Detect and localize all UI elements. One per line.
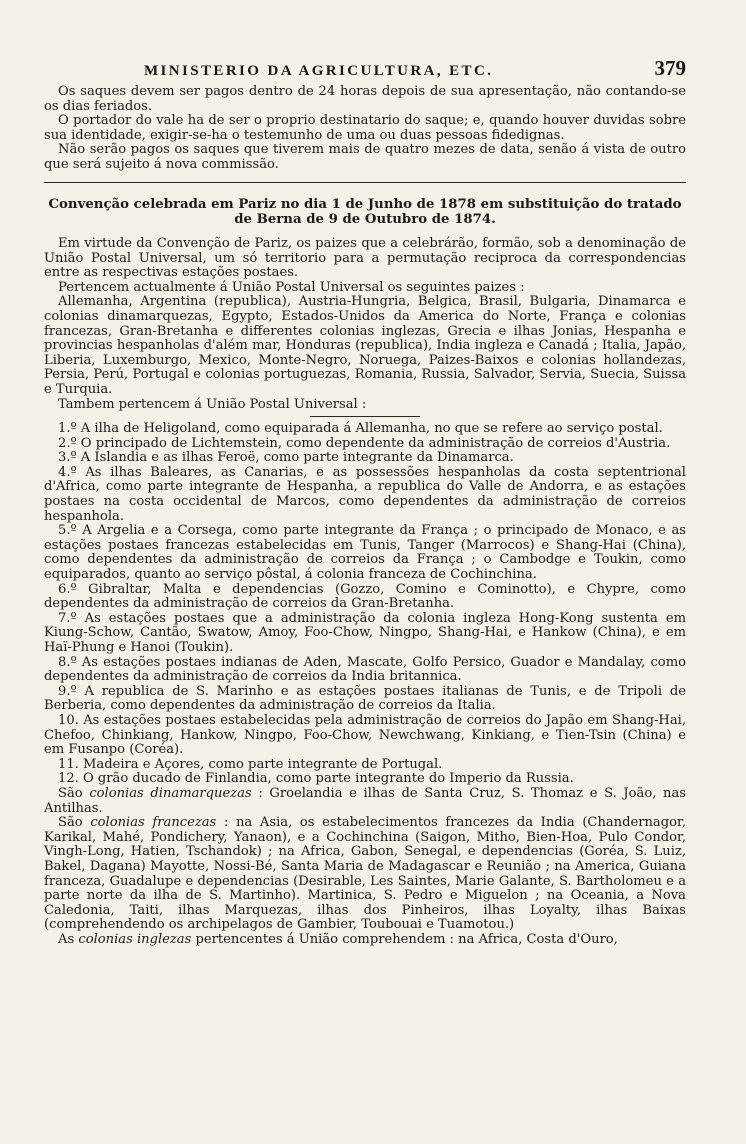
list-item: 11. Madeira e Açores, como parte integrante de Portugal. [58, 756, 443, 772]
short-divider [310, 416, 420, 417]
english-colonies-label: colonias inglezas [78, 931, 192, 947]
english-pre: As [58, 931, 75, 947]
intro-paragraph: Os saques devem ser pagos dentro de 24 horas depois de sua apresentação, não contando-se os dias feriados. [44, 84, 686, 114]
page-number: 379 [654, 56, 686, 80]
list-item: 7.º As estações postaes que a administração da colonia ingleza Hong-Kong sustenta em Kiung-Schow, Cantão, Swatow, Amoy, Foo-Chow, Ningpo, Shang-Hai, e Hankow (China), e em Haï-Phung e Hanoi (Toukin). [44, 610, 686, 655]
page-header [144, 56, 686, 81]
country-list: Allemanha, Argentina (republica), Austria-Hungria, Belgica, Brasil, Bulgaria, Dinamarca e colonias dinamarquezas, Egypto, Estados-Unidos da America do Norte, França e colonias francezas, Gran-Bretanha e differentes colonias inglezas, Grecia e ilhas Jonias, Hespanha e provincias hespanholas d'além mar, Honduras (republica), India ingleza e Canadá ; Italia, Japão, Liberia, Luxemburgo, Mexico, Monte-Negro, Noruega, Paizes-Baixos e colonias hollandezas, Persia, Perú, Portugal e colonias portuguezas, Romania, Russia, Salvador, Servia, Suecia, Suissa e Turquia. [44, 294, 686, 397]
running-title: MINISTERIO DA AGRICULTURA, ETC. [144, 63, 494, 79]
english-colonies-text: pertencentes á União comprehendem : na Africa, Costa d'Ouro, [195, 931, 618, 947]
list-item: 5.º A Argelia e a Corsega, como parte integrante da França ; o principado de Monaco, e as estações postaes francezas estabelecidas em Tunis, Tanger (Marrocos) e Shang-Hai (China), como dependentes da administração de correios da França ; o Cambodge e Toukin, como equiparados, quanto ao serviço pôstal, á colonia franceza de Cochinchina. [44, 523, 686, 583]
list-item: 1.º A ilha de Heligoland, como equiparada á Allemanha, no que se refere ao serviço postal. [58, 421, 663, 437]
danish-colonies-label: colonias dinamarquezas [89, 785, 252, 801]
list-item: 12. O grão ducado de Finlandia, como parte integrante do Imperio da Russia. [58, 771, 574, 787]
body-paragraph: Em virtude da Convenção de Pariz, os paizes que a celebrárão, formão, sob a denominação de União Postal Universal, um só territorio para a permutação reciproca da correspondencias entre as respectivas estações postaes. [44, 235, 686, 281]
intro-paragraph: Não serão pagos os saques que tiverem mais de quatro mezes de data, senão á vista de outro que será sujeito á nova commissão. [44, 142, 686, 172]
danish-colonies-paragraph [44, 787, 686, 816]
section-divider [44, 182, 686, 183]
french-pre: São [58, 815, 83, 831]
body-paragraph: Pertencem actualmente á União Postal Universal os seguintes paizes : [58, 279, 525, 295]
list-item: 8.º As estações postaes indianas de Aden, Mascate, Golfo Persico, Guador e Mandalay, como dependentes da administração de correios da India britannica. [44, 654, 686, 685]
intro-paragraph: O portador do vale ha de ser o proprio destinatario do saque; e, quando houver duvidas sobre sua identidade, exigir-se-ha o testemunho de uma ou duas pessoas fidedignas. [44, 113, 686, 143]
danish-colonies-text: : Groelandia e ilhas de Santa Cruz, S. Thomaz e S. João, nas Antilhas. [44, 785, 686, 816]
list-item: 10. As estações postaes estabelecidas pela administração de correios do Japão em Shang-Hai, Chefoo, Chinkiang, Hankow, Ningpo, Foo-Chow, Newchwang, Kinkiang, e Tien-Tsin (China) e em Fusanpo (Coréa). [44, 712, 686, 758]
list-item: 3.º A Islandia e as ilhas Feroë, como parte integrante da Dinamarca. [58, 450, 514, 466]
body-paragraph: Tambem pertencem á União Postal Universal : [58, 396, 367, 412]
english-colonies-paragraph [44, 933, 686, 948]
danish-pre: São [58, 785, 83, 801]
french-colonies-text: : na Asia, os estabelecimentos francezes da India (Chandernagor, Karikal, Mahé, Pondichery, Yanaon), e a Cochinchina (Saigon, Mitho, Bien-Hoa, Pulo Condor, Vingh-Long, Hatien, Tschandok) ; na Africa, Gabon, Senegal, e dependencias (Goréa, S. Luiz, Bakel, Dagana) Mayotte, Nossi-Bé, Santa Maria de Madagascar e Reunião ; na America, Guiana franceza, Guadalupe e dependencias (Desirable, Les Saintes, Marie Galante, S. Bartholomeu e a parte norte da ilha de S. Martinho). Martinica, S. Pedro e Miguelon ; na Oceania, a Nova Caledonia, Taiti, ilhas Marquezas, ilhas dos Pinheiros, ilhas Loyalty, ilhas Baixas (comprehendendo os archipelagos de Gambier, Toubouai e Tuamotou.) [44, 815, 686, 933]
list-item: 6.º Gibraltar, Malta e dependencias (Gozzo, Comino e Cominotto), e Chypre, como dependentes da administração de correios da Gran-Bretanha. [44, 581, 686, 612]
french-colonies-paragraph [44, 816, 686, 933]
section-heading: Convenção celebrada em Pariz no dia 1 de Junho de 1878 em substituição do tratado de Berna de 9 de Outubro de 1874. [48, 196, 682, 227]
french-colonies-label: colonias francezas [90, 815, 217, 831]
list-item: 4.º As ilhas Baleares, as Canarias, e as possessões hespanholas da costa septentrional d'Africa, como parte integrante de Hespanha, a republica do Valle de Andorra, e as estações postaes na costa occidental de Marcos, como dependentes da administração de correios hespanhola. [44, 464, 686, 524]
intro-section [44, 85, 686, 173]
list-item: 9.º A republica de S. Marinho e as estações postaes italianas de Tunis, e de Tripoli de Berberia, como dependentes da administração de correios da Italia. [44, 683, 686, 714]
list-item: 2.º O principado de Lichtemstein, como dependente da administração de correios d'Austria. [58, 435, 671, 451]
